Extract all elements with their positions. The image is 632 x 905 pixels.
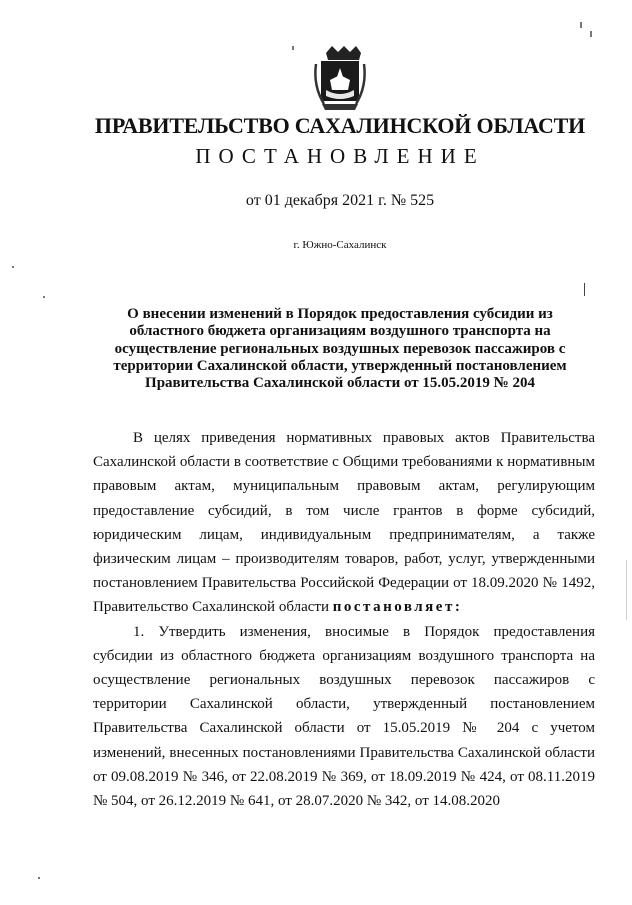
document-date-number: от 01 декабря 2021 г. № 525 (245, 192, 435, 209)
document-body (93, 426, 595, 813)
document-city: г. Южно-Сахалинск (293, 239, 387, 251)
scan-speck (12, 266, 14, 268)
decree-keyword: постановляет: (332, 599, 463, 616)
scan-speck (43, 296, 45, 298)
item-1-paragraph: 1. Утвердить изменения, вносимые в Порядок предоставления субсидии из областного бюджета организациям воздушного транспорта на осуществление региональных воздушных перевозок пассажиров с территории Сахалинской области, утвержденный постановлением Правительства Сахалинской области от 15.05.2019 № 204 с учетом изменений, внесенных постановлениями Правительства Сахалинской области от 09.08.2019 № 346, от 22.08.2019 № 369, от 18.09.2019 № 424, от 08.11.2019 № 504, от 26.12.2019 № 641, от 28.07.2020 № 342, от 14.08.2020 (93, 623, 595, 810)
scan-speck (292, 46, 294, 50)
scan-speck (590, 31, 592, 37)
preamble-paragraph (93, 426, 595, 620)
scan-tick-mark (584, 283, 585, 296)
title-line: областного бюджета организациям воздушного транспорта на (129, 323, 551, 340)
title-line: О внесении изменений в Порядок предоставления субсидии из (127, 306, 553, 322)
coat-of-arms-emblem (310, 44, 370, 112)
document-title (86, 306, 594, 392)
title-line: территории Сахалинской области, утвержденный постановлением (113, 357, 567, 374)
title-line: Правительства Сахалинской области от 15.05.2019 № 204 (145, 375, 535, 392)
title-line: осуществление региональных воздушных перевозок пассажиров с (114, 340, 566, 357)
scan-edge-line (626, 560, 627, 620)
scan-speck (580, 22, 582, 28)
scan-speck (38, 877, 40, 879)
preamble-text: В целях приведения нормативных правовых актов Правительства Сахалинской области в соответствие с Общими требованиями к нормативным правовым актам, муниципальным правовым актам, регулирующим предоставление субсидий, в том числе грантов в форме субсидий, юридическим лицам, индивидуальным предпринимателям, а также физическим лицам – производителям товаров, работ, услуг, утвержденными постановлением Правительства Российской Федерации от 18.09.2020 № 1492, Правительство Сахалинской области (93, 430, 595, 616)
document-type-heading: ПОСТАНОВЛЕНИЕ (195, 144, 485, 168)
government-header: ПРАВИТЕЛЬСТВО САХАЛИНСКОЙ ОБЛАСТИ (94, 113, 586, 138)
